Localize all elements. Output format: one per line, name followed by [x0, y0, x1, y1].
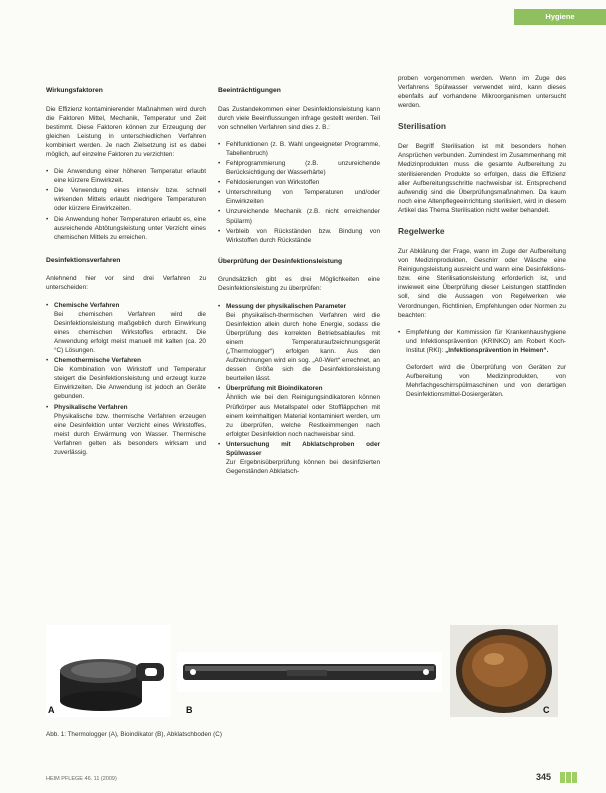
heading-desinfektionsverfahren: Desinfektionsverfahren	[46, 256, 121, 264]
method-list	[46, 301, 206, 458]
section-tag: Hygiene	[514, 9, 606, 25]
figure-label-a: A	[48, 705, 55, 715]
list-item	[218, 302, 380, 384]
paragraph: Die Effizienz kontaminierender Maßnahmen wird durch die Faktoren Mittel, Mechanik, Temperatur und Zeit bestimmt. Diese Faktoren können zur Erzeugung der gleichen Leistung in unterschiedlichen Verfahren kombiniert werden. Je nach Zielsetzung ist es dabei möglich, auf einzelne Faktoren zu verzichten:	[46, 105, 206, 158]
list-item-title: • Überprüfung mit Bioindikatoren	[226, 385, 323, 393]
page-number: 345	[536, 772, 552, 782]
bioindicator-photo	[177, 652, 442, 692]
list-item-title: • Untersuchung mit Abklatschproben oder Spülwasser	[226, 440, 380, 458]
list-item: • Unterschreitung von Temperaturen und/oder Einwirkzeiten	[218, 188, 380, 206]
list-item	[218, 384, 380, 439]
list-item: • Die Anwendung hoher Temperaturen erlaubt es, eine ausreichende Abtötungsleistung unter Verzicht eines chemischen Mittels zu erreichen.	[46, 215, 206, 242]
list-item: • Verbleib von Rückständen bzw. Bindung von Wirkstoffen durch Rückstände	[218, 227, 380, 245]
heading-regelwerke: Regelwerke	[398, 226, 445, 237]
list-item-text: Empfehlung der Kommission für Krankenhaushygiene und Infektionsprävention (KRINKO) am Robert Koch-Institut (RKI):	[406, 328, 566, 354]
figure-caption: Abb. 1: Thermologger (A), Bioindikator (B), Abklatschboden (C)	[46, 731, 222, 738]
heading-wirkungsfaktoren: Wirkungsfaktoren	[46, 87, 103, 94]
paragraph: Zur Abklärung der Frage, wann im Zuge der Aufbereitung von Medizinprodukten, Geschirr oder Wäsche eine Reinigungsleistung ausreicht und wann eine Desinfektions- bzw. eine Sterilisationsleistung erforderlich ist, und inwieweit eine Überprüfung dieser Leistungen stattfinden soll, sind die Aussagen von Regelwerken wie Verordnungen, Richtlinien, Empfehlungen oder Normen zu beachten:	[398, 247, 566, 319]
list-item-title: • Physikalische Verfahren	[54, 403, 128, 411]
list-item-text: Zur Ergebnisüberprüfung können bei desinfizierten Gegenständen Abklatsch-	[226, 459, 380, 476]
list-item: • Fehldosierungen von Wirkstoffen	[218, 178, 380, 187]
list-item-text: Ähnlich wie bei den Reinigungsindikatoren können Prüfkörper aus Metallspatel oder Stoffläppchen mit einem keimhaltigen Material kontaminiert werden, um zu überprüfen, welche Restkeimmengen nach erfolgter Desinfektion noch nachweisbar sind.	[226, 394, 380, 438]
footer-publication: HEIM PFLEGE 46. 11 (2009)	[46, 776, 117, 782]
list-item-text: Physikalische bzw. thermische Verfahren erzeugen eine Desinfektion unter Verzicht eines Wirkstoffes, meist durch Erwärmung von Wasser. Thermische Verfahren gelten als besonders wirksam und zuverlässig.	[54, 412, 206, 457]
bullet-list	[218, 140, 380, 245]
list-item-title: • Messung der physikalischen Parameter	[226, 302, 347, 310]
check-list	[218, 302, 380, 477]
list-item	[46, 403, 206, 458]
list-item-title: • Chemothermische Verfahren	[54, 357, 142, 365]
list-item: • Die Verwendung eines intensiv bzw. schnell wirkenden Mittels erlaubt niedrigere Temperaturen oder kürzere Einwirkzeiten.	[46, 186, 206, 213]
publisher-logo-icon	[560, 770, 582, 782]
list-item: • Unzureichende Mechanik (z.B. nicht erreichender Spülarm)	[218, 207, 380, 225]
paragraph: Grundsätzlich gibt es drei Möglichkeiten eine Desinfektionsleistung zu überprüfen:	[218, 276, 380, 293]
column-right	[398, 74, 566, 407]
list-item-text: Bei chemischen Verfahren wird die Desinfektionsleistung maßgeblich durch Einwirkung eines chemischen Wirkstoffes erbracht. Die Anwendung erfolgt meist manuell mit kalten (ca. 20 °C) Lösungen.	[54, 310, 206, 354]
column-left	[46, 86, 206, 465]
list-item	[46, 301, 206, 356]
figure-label-b: B	[186, 705, 193, 715]
paragraph: Der Begriff Sterilisation ist mit besonders hohen Ansprüchen verbunden. Zumindest im Zusammenhang mit Medizinprodukten muss die gesamte Aufbereitung zu sterilisierenden Produkte so erfolgen, dass die Effizienz aller Aufbereitungsschritte nachweisbar ist. Entsprechend aufwendig sind die Überprüfungsmaßnahmen. Da kaum noch eine Altenpflegeeinrichtung sterilisiert, wird in diesem Artikel das Thema Sterilisation nicht weiter behandelt.	[398, 143, 566, 214]
contact-plate-photo	[450, 625, 558, 717]
list-item-title: • Chemische Verfahren	[54, 301, 120, 309]
list-item-text: Die Kombination von Wirkstoff und Temperatur steigert die Desinfektionsleistung und erzeugt kurze Einwirkzeiten. Die Anwendung ist jedoch an Geräte gebunden.	[54, 366, 206, 401]
paragraph: proben vorgenommen werden. Wenn im Zuge des Verfahrens Spülwasser verwendet wird, kann dieses ebenfalls auf vorhandene Mikroorganismen untersucht werden.	[398, 75, 566, 110]
regulation-list	[398, 328, 566, 355]
bullet-list	[46, 167, 206, 242]
list-item: • Fehlprogrammierung (z.B. unzureichende Berücksichtigung der Wasserhärte)	[218, 159, 380, 177]
list-item-emphasis: „Infektionsprävention in Heimen“.	[445, 346, 549, 354]
paragraph: Anlehnend hier vor sind drei Verfahren zu unterscheiden:	[46, 275, 206, 292]
list-item-text: Bei physikalisch-thermischen Verfahren wird die Desinfektion allein durch hohe Energie, sodass die Überprüfung des korrekten Betriebsablaufes mit einem Temperaturaufzeichnungsgerät („Thermologger“) erfolgen kann. Aus den Aufzeichnungen wird ein sog. „A0-Wert“ errechnet, an dessen Größe sich die Desinfektionsleistung beurteilen lässt.	[226, 311, 380, 383]
figure-label-c: C	[543, 705, 550, 715]
list-item: • Fehlfunktionen (z. B. Wahl ungeeigneter Programme, Tabellenbruch)	[218, 140, 380, 158]
list-item	[398, 328, 566, 355]
list-item: • Die Anwendung einer höheren Temperatur erlaubt eine kürzere Einwirkzeit.	[46, 167, 206, 185]
list-item	[218, 440, 380, 476]
heading-ueberpruefung: Überprüfung der Desinfektionsleistung	[218, 257, 343, 265]
paragraph: Das Zustandekommen einer Desinfektionsleistung kann durch viele Beeinflussungen infrage gestellt werden. Teil von schnellen Verfahren sind dies z. B.:	[218, 105, 380, 131]
column-middle	[218, 86, 380, 484]
heading-sterilisation: Sterilisation	[398, 121, 446, 132]
list-item	[46, 356, 206, 401]
thermologger-photo	[46, 625, 171, 717]
paragraph: Gefordert wird die Überprüfung von Geräten zur Aufbereitung von Medizinprodukten, von Mehrfachgeschirrspülmaschinen und von derartigen Desinfektionsmittel-Dosiergeräten.	[406, 364, 566, 399]
heading-beeintraechtigungen: Beeinträchtigungen	[218, 87, 281, 94]
